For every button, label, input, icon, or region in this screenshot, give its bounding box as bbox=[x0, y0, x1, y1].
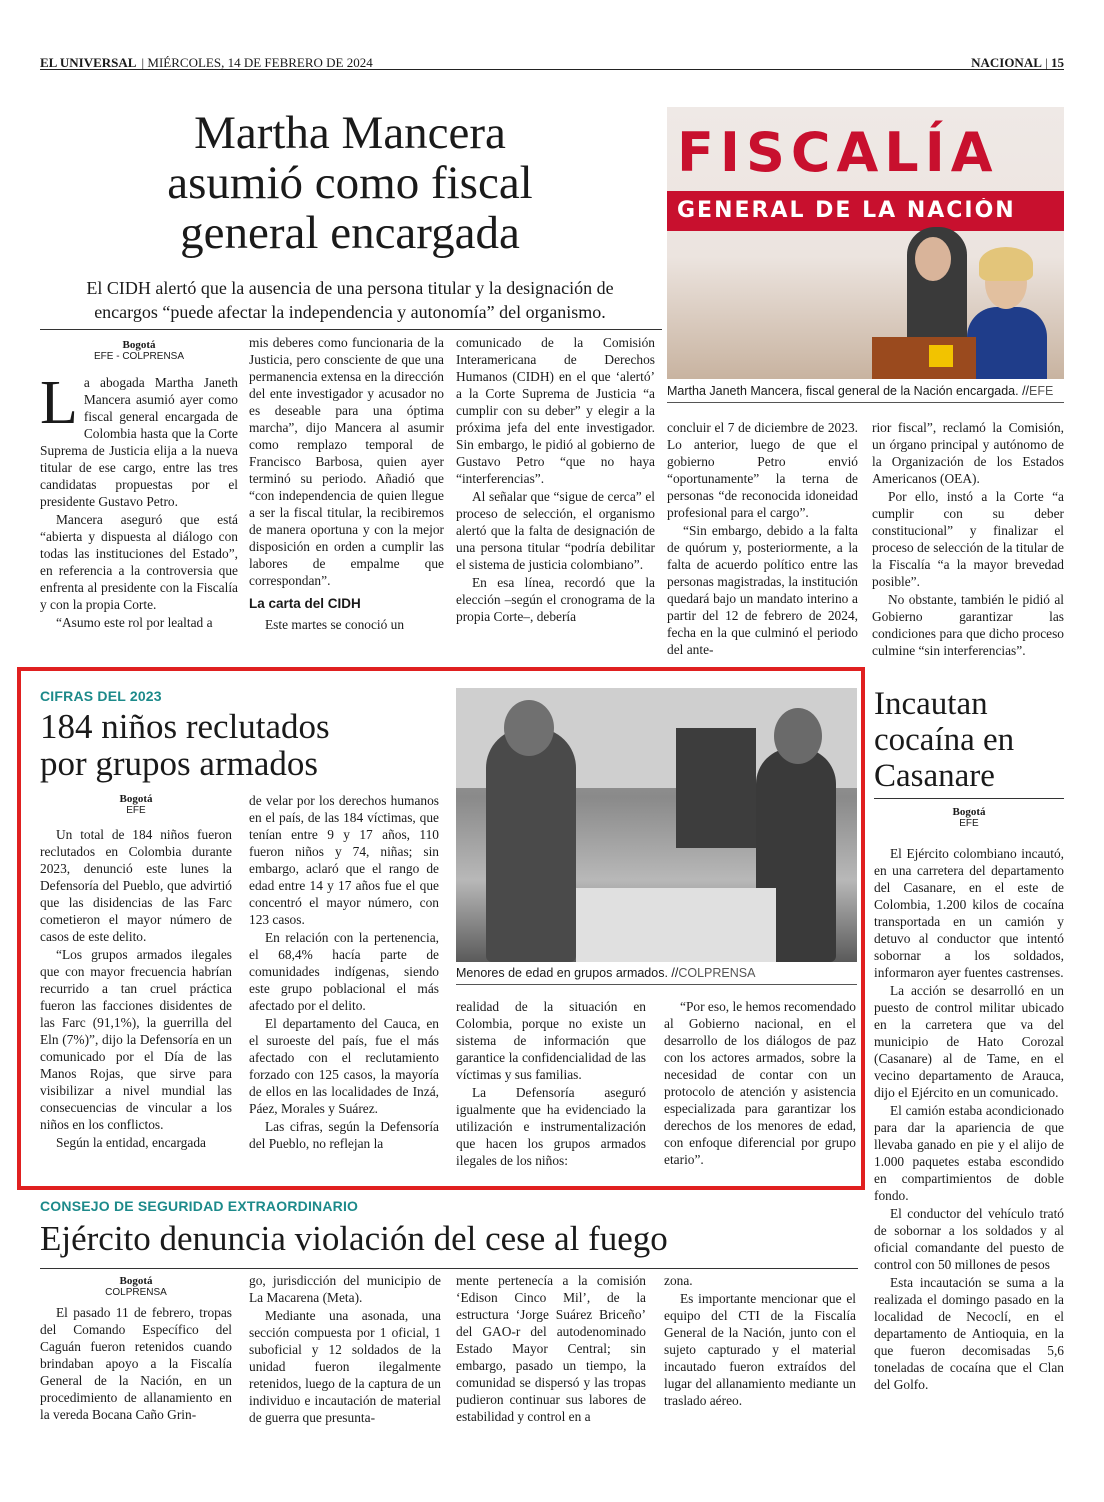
cocaine-dateline: Bogotá EFE bbox=[952, 806, 986, 829]
children-col-2: de velar por los derechos humanos en el país, de las 184 víctimas, que tenían entre 9 y 17 años, 110 fueron niños y 74, niñas; sin embargo, aclaró que el rango de edad entre 14 y 17 años fue el que concentró el mayor número, con 123 casos. En relación con la pertenencia, el 68,4% hacía parte de comunidades indígenas, siendo este grupo poblacional el más afectado por el delito. El departamento del Cauca, en el suroeste del país, fue el más afectado con el reclutamiento forzado con 125 casos, la mayoría de ellos en las localidades de Inzá, Páez, Morales y Suárez. Las cifras, según la Defensoría del Pueblo, no reflejan la bbox=[249, 793, 439, 1151]
photo-child-left bbox=[486, 728, 576, 962]
main-col-2: mis deberes como funcionaria de la Justicia, pero consciente de que una permanencia extensa en la dirección del ente investigador y acusador no es deseable para una óptima marcha”, dijo Mancera al asumir como remplazo temporal de Francisco Barbosa, quien ayer terminó su periodo. Añadió que “con independencia de quien llegue a ser la fiscal titular, la recibiremos de manera oportuna y con la mejor disposición en orden a cumplir las labores de empalme que correspondan”. La carta del CIDH Este martes se conoció un bbox=[249, 335, 444, 632]
main-subtitle: El CIDH alertó que la ausencia de una persona titular y la designación de encargos “puede afectar la independencia y autonomía” del organismo. bbox=[86, 278, 614, 322]
photo-podium bbox=[872, 337, 976, 379]
cocaine-headline: Incautan cocaína en Casanare bbox=[874, 686, 1064, 799]
children-col-4: “Por eso, le hemos recomendado al Gobierno nacional, en el desarrollo de los diálogos de paz con los actores armados, sobre la necesidad de contar con un protocolo de atención y asistencia especializada para garantizar los derechos de los menores de edad, con enfoque diferencial por grupo etario”. bbox=[664, 999, 856, 1167]
army-dateline: Bogotá COLPRENSA bbox=[105, 1275, 167, 1298]
photo-credit: EFE bbox=[1029, 384, 1054, 398]
main-col-4: concluir el 7 de diciembre de 2023. Lo anterior, luego de que el gobierno Petro envió “oportunamente” la terna de personas “de reconocida idoneidad profesional para el cargo”. “Sin embargo, debido a la falta de quórum y, posteriormente, a la falta de acuerdo político entre las personas magistradas, la institución quedará bajo un mandato interino a partir del 12 de febrero de 2024, fecha en la que culminó el periodo del ante- bbox=[667, 420, 858, 657]
section-name: NACIONAL bbox=[971, 55, 1042, 70]
photo-woman-hair bbox=[979, 247, 1033, 281]
main-col-1: Bogotá EFE - COLPRENSA La abogada Martha Janeth Mancera asumió ayer como fiscal general encargada de Colombia hasta que la Corte Suprema de Justicia elija a la nueva titular de ese cargo, entre las tres candidatas propuestas por el presidente Gustavo Petro. Mancera aseguró que está “abierta y dispuesta al diálogo con todas las instituciones del Estado”, en referencia a la controversia que enfrenta al presidente con la Fiscalía y con la propia Corte. “Asumo este rol por lealtad a bbox=[40, 339, 238, 630]
army-headline: Ejército denuncia violación del cese al fuego bbox=[40, 1219, 668, 1258]
main-subhead: La carta del CIDH bbox=[249, 596, 361, 611]
photo-credit: COLPRENSA bbox=[678, 966, 756, 980]
photo-sign-text: FISCALÍA bbox=[677, 121, 999, 184]
subtitle-rule bbox=[40, 329, 662, 330]
main-photo bbox=[667, 107, 1064, 379]
page-number: 15 bbox=[1051, 55, 1064, 70]
army-col-4: zona. Es importante mencionar que el equipo del CTI de la Fiscalía General de la Nación, junto con el sujeto capturado y el material incautado fueron extraídos del lugar del allanamiento mediante un traslado aéreo. bbox=[664, 1273, 856, 1408]
photo-doorway bbox=[676, 728, 756, 848]
children-dateline: Bogotá EFE bbox=[119, 793, 153, 816]
army-rule bbox=[40, 1268, 858, 1269]
photo-sign-subtext: GENERAL DE LA NACIÓN bbox=[677, 198, 1016, 223]
header-separator: | bbox=[141, 55, 148, 70]
main-dateline: Bogotá EFE - COLPRENSA bbox=[93, 339, 185, 362]
drop-cap: L bbox=[40, 369, 78, 437]
children-photo-caption: Menores de edad en grupos armados. //COLPRENSA bbox=[456, 966, 857, 985]
main-headline bbox=[40, 108, 660, 258]
photo-podium-logo bbox=[929, 345, 953, 367]
children-col-3: realidad de la situación en Colombia, porque no existe un sistema de información que garantice la confidencialidad de las víctimas y sus familias. La Defensoría aseguró igualmente que ha evidenciado la utilización e instrumentalización que hacen los grupos armados ilegales de los niños: bbox=[456, 999, 646, 1168]
paper-name: EL UNIVERSAL bbox=[40, 55, 137, 70]
main-headline-line: Martha Mancera bbox=[194, 107, 506, 159]
cocaine-body: El Ejército colombiano incautó, en una carretera del departamento del Casanare, en el este de Colombia, 1.200 kilos de cocaína transportada en un camión y detuvo al conductor que intentó sobornar a los soldados, informaron ayer fuentes castrenses. La acción se desarrolló en un puesto de control militar ubicado en la carretera que va del municipio de Hato Corozal (Casanare) al de Tame, en el vecino departamento de Arauca, dijo el Ejército en un comunicado. El camión estaba acondicionado para dar la apariencia de que llevaba ganado en pie y el alijo de 1.000 paquetes estaba escondido en compartimientos de doble fondo. El conductor del vehículo trató de sobornar a los soldados y al oficial comandante del puesto de control con 50 millones de pesos Esta incautación se suma a la realizada el domingo pasado en la localidad de Necoclí, en el departamento de Antioquia, en la que fueron decomisadas 5,6 toneladas de cocaína que el Clan del Golfo. bbox=[874, 846, 1064, 1392]
children-headline: 184 niños reclutados por grupos armados bbox=[40, 707, 330, 783]
army-col-3: mente pertenecía a la comisión ‘Edison Cinco Mil’, de la estructura ‘Jorge Suárez Briceño’ del GAO-r del autodenominado Estado Mayor Central; sin embargo, pasado un tiempo, la comunidad se dispersó y las tropas pudieron continuar sus labores de estabilidad y control en a bbox=[456, 1273, 646, 1424]
photo-man-head bbox=[915, 237, 951, 281]
children-photo bbox=[456, 688, 857, 962]
photo-woman bbox=[967, 307, 1047, 379]
army-col-2: go, jurisdicción del municipio de La Macarena (Meta). Mediante una asonada, una sección compuesta por 1 oficial, 1 suboficial y 12 soldados de la unidad fueron ilegalmente retenidos, luego de la captura de un individuo e incautación de material de guerra que presunta- bbox=[249, 1273, 441, 1425]
main-col-5: rior fiscal”, reclamó la Comisión, un órgano principal y autónomo de la Organización de los Estados Americanos (OEA). Por ello, instó a la Corte “a cumplir con su deber constitucional” y finalizar el proceso de selección de la titular de la Fiscalía “a la mayor brevedad posible”. No obstante, también le pidió al Gobierno garantizar las condiciones para que dicho proceso culmine “sin interferencias”. bbox=[872, 420, 1064, 658]
main-photo-caption: Martha Janeth Mancera, fiscal general de la Nación encargada. //EFE bbox=[667, 384, 1064, 403]
photo-steps bbox=[576, 888, 776, 962]
photo-child-right-head bbox=[774, 708, 822, 764]
main-headline-line: asumió como fiscal bbox=[167, 157, 533, 209]
children-col-1: Bogotá EFE Un total de 184 niños fueron reclutados en Colombia durante 2023, denunció este lunes la Defensoría del Pueblo, que advirtió que las disidencias de las Farc cometieron el mayor número de casos de este delito. “Los grupos armados ilegales que con mayor frecuencia habrían recurrido a tan cruel práctica fueron las facciones disidentes de las Farc (91,1%), la guerrilla del Eln (7%)”, dijo la Defensoría en un comunicado por el Día de las Manos Rojas, que sirve para visibilizar a nivel mundial las consecuencias de vincular a los niños en los conflictos. Según la entidad, encargada bbox=[40, 793, 232, 1150]
header-date: MIÉRCOLES, 14 DE FEBRERO DE 2024 bbox=[147, 55, 373, 70]
children-kicker: CIFRAS DEL 2023 bbox=[40, 688, 162, 704]
page-header: EL UNIVERSAL | MIÉRCOLES, 14 DE FEBRERO DE 2024 NACIONAL | 15 bbox=[40, 52, 1064, 70]
main-headline-line: general encargada bbox=[180, 207, 520, 259]
army-col-1: Bogotá COLPRENSA El pasado 11 de febrero, tropas del Comando Específico del Caguán fueron retenidos cuando brindaban apoyo a la Fiscalía General de la Nación, en un procedimiento de allanamiento en la vereda Bocana Caño Grin- bbox=[40, 1275, 232, 1422]
photo-child-left-head bbox=[504, 700, 554, 756]
army-kicker: CONSEJO DE SEGURIDAD EXTRAORDINARIO bbox=[40, 1198, 359, 1214]
main-col-3: comunicado de la Comisión Interamericana de Derechos Humanos (CIDH) en el que ‘alertó’ a la Corte Suprema de Justicia “a cumplir con su deber” y elegir a la próxima jefa del ente investigador. Sin embargo, le pidió al gobierno de Gustavo Petro “que no haya “interferencias”. Al señalar que “sigue de cerca” el proceso de selección, el organismo alertó que la falta de designación de una persona titular “podría debilitar el sistema de justicia colombiano”. En esa línea, recordó que la elección –según el cronograma de la propia Corte–, debería bbox=[456, 335, 655, 624]
